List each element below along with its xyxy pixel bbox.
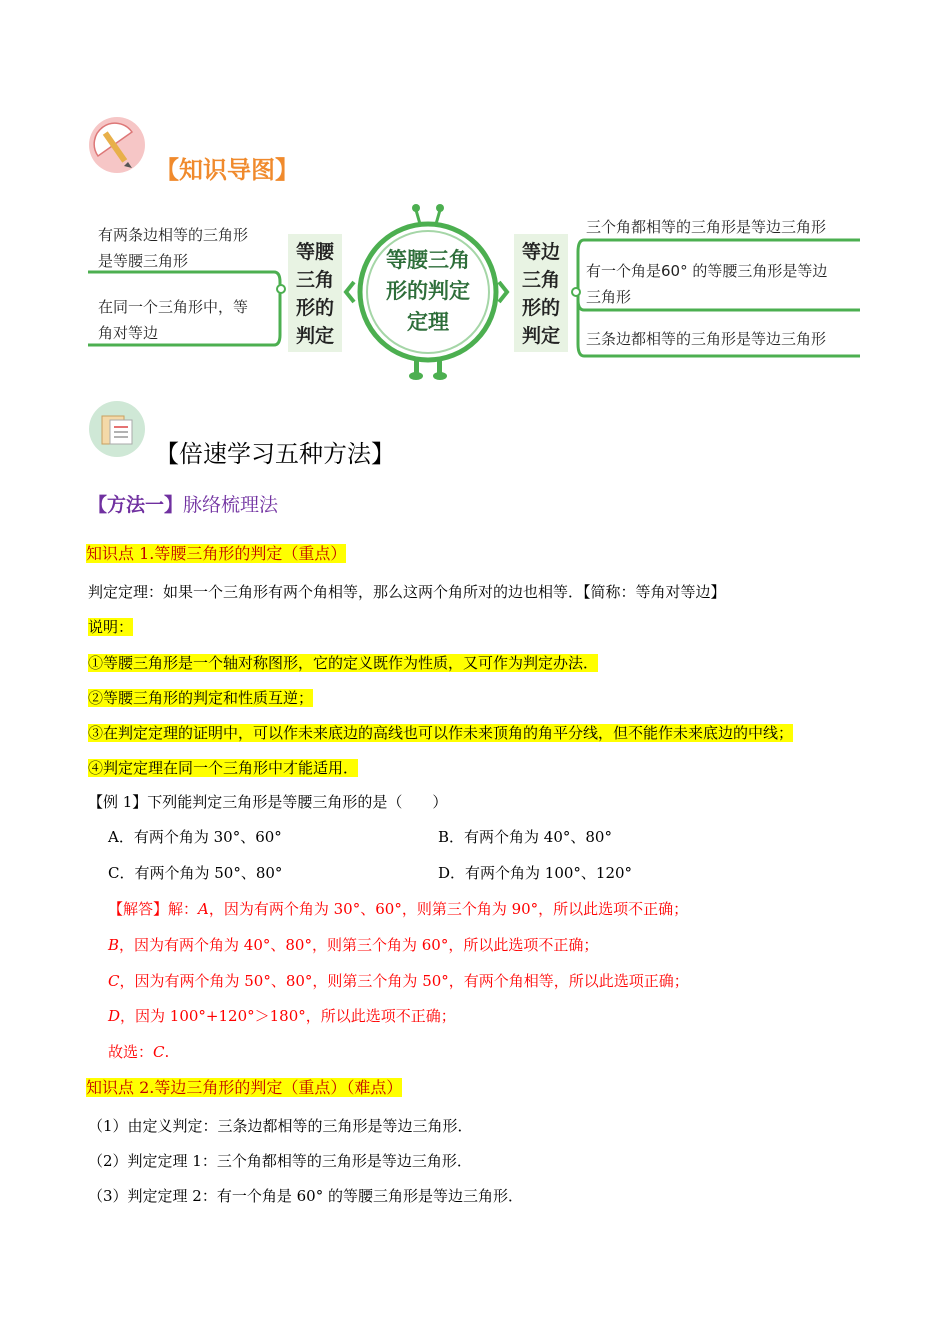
mindmap-right-item-3: 三条边都相等的三角形是等边三角形 (586, 330, 827, 348)
note-1: ①等腰三角形是一个轴对称图形，它的定义既作为性质，又可作为判定办法． (88, 654, 599, 672)
section-title-mindmap: 【知识导图】 (155, 156, 299, 184)
section-title-methods: 【倍速学习五种方法】 (155, 440, 395, 468)
notebook-icon (88, 400, 146, 458)
note-2: ②等腰三角形的判定和性质互逆； (88, 689, 314, 707)
option-b: B．有两个角为 40°、80° (438, 828, 612, 846)
kp2-item-2: （2）判定定理 1：三个角都相等的三角形是等边三角形． (88, 1152, 472, 1170)
knowledge-point-2-title: 知识点 2.等边三角形的判定（重点）（难点） (86, 1078, 403, 1097)
protractor-icon (88, 116, 146, 174)
option-c: C．有两个角为 50°、80° (108, 864, 283, 882)
theorem-text: 判定定理：如果一个三角形有两个角相等，那么这两个角所对的边也相等．【简称：等角对等边】 (88, 583, 726, 601)
option-a: A．有两个角为 30°、60° (108, 828, 282, 846)
mindmap-right-label: 等边 三角 形的 判定 (521, 241, 560, 347)
note-4: ④判定定理在同一个三角形中才能适用． (88, 759, 359, 777)
answer-line-3: C，因为有两个角为 50°、80°，则第三个角为 50°，有两个角相等，所以此选项正确； (108, 972, 689, 990)
answer-line-5: 故选：C. (108, 1043, 170, 1061)
note-label: 说明： (88, 618, 134, 636)
mindmap-left-label: 等腰 三角 形的 判定 (295, 241, 334, 347)
method-1-title: 【方法一】脉络梳理法 (88, 494, 279, 516)
kp2-item-3: （3）判定定理 2：有一个角是 60° 的等腰三角形是等边三角形． (88, 1187, 523, 1205)
example-question: 【例 1】下列能判定三角形是等腰三角形的是（ ） (88, 793, 448, 811)
knowledge-point-1-title: 知识点 1.等腰三角形的判定（重点） (86, 544, 347, 563)
mindmap-left-item-1: 有两条边相等的三角形 是等腰三角形 (98, 226, 249, 270)
answer-line-4: D，因为 100°+120°＞180°，所以此选项不正确； (108, 1007, 456, 1025)
mindmap-right-item-1: 三个角都相等的三角形是等边三角形 (586, 218, 827, 236)
note-3: ③在判定定理的证明中，可以作未来底边的高线也可以作未来顶角的角平分线，但不能作未来底边的中线； (88, 724, 794, 742)
mindmap (84, 200, 864, 385)
kp2-item-1: （1）由定义判定：三条边都相等的三角形是等边三角形． (88, 1117, 473, 1135)
option-d: D．有两个角为 100°、120° (438, 864, 633, 882)
answer-line-2: B，因为有两个角为 40°、80°，则第三个角为 60°，所以此选项不正确； (108, 936, 599, 954)
mindmap-center: 等腰三角 形的判定 定理 (386, 248, 470, 334)
mindmap-left-item-2: 在同一个三角形中，等 角对等边 (98, 298, 249, 342)
mindmap-right-item-2: 有一个角是60° 的等腰三角形是等边 三角形 (586, 262, 828, 306)
answer-line-1: 【解答】解：A，因为有两个角为 30°、60°，则第三个角为 90°，所以此选项不正确； (108, 900, 689, 918)
